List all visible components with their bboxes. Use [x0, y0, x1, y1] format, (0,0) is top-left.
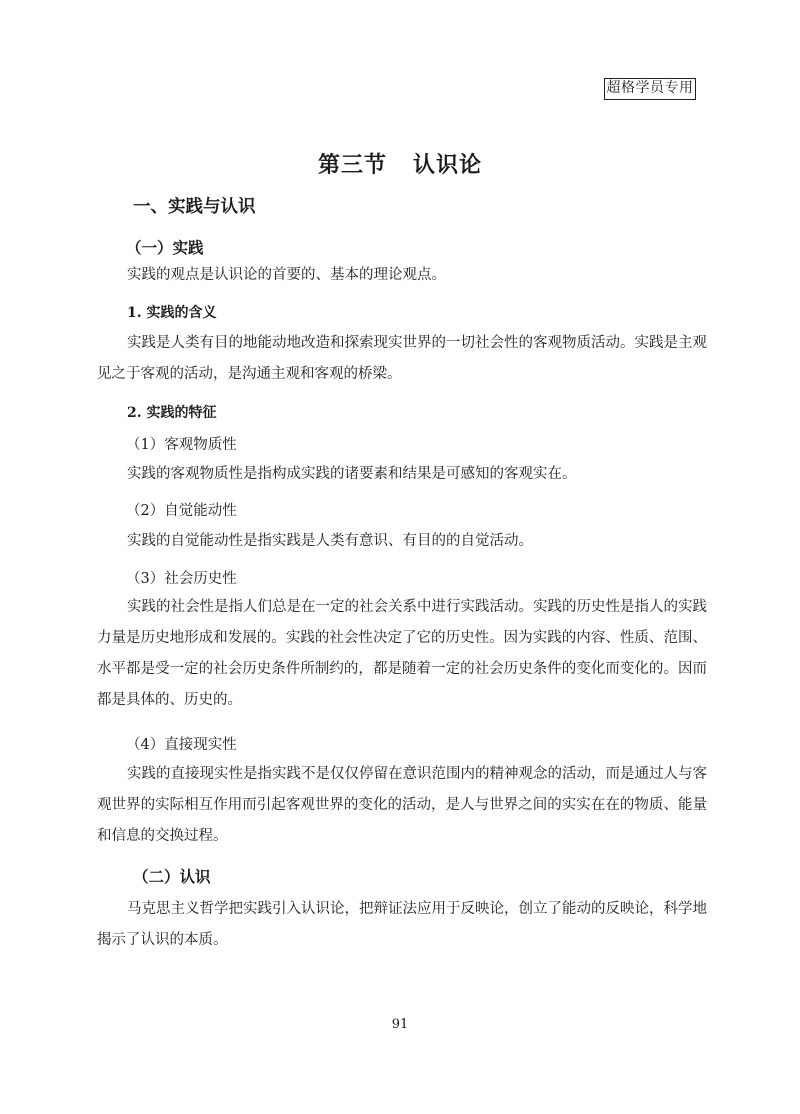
paragraph-feature-objective: 实践的客观物质性是指构成实践的诸要素和结果是可感知的客观实在。 [127, 466, 577, 482]
paragraph-feature-conscious: 实践的自觉能动性是指实践是人类有意识、有目的的自觉活动。 [127, 533, 533, 549]
heading-practice-and-cognition: 一、实践与认识 [133, 197, 256, 217]
title-section-number: 第三节 [317, 152, 387, 178]
heading-practice: （一）实践 [126, 238, 204, 257]
heading-practice-features: 2. 实践的特征 [127, 405, 217, 421]
paragraph-feature-social-historical: 实践的社会性是指人们总是在一定的社会关系中进行实践活动。实践的历史性是指人的实践力量是历史地形成和发展的。实践的社会性决定了它的历史性。因为实践的内容、性质、范围、水平都是受一定的社会历史条件所制约的，都是随着一定的社会历史条件的变化而变化的。因而都是具体的、历史的。 [97, 599, 707, 708]
paragraph-practice-meaning: 实践是人类有目的地能动地改造和探索现实世界的一切社会性的客观物质活动。实践是主观见之于客观的活动，是沟通主观和客观的桥梁。 [97, 335, 707, 382]
feature-label-social-historical: （3）社会历史性 [126, 571, 237, 587]
member-only-badge: 超格学员专用 [604, 78, 696, 100]
heading-practice-meaning: 1. 实践的含义 [127, 305, 217, 321]
paragraph-cognition: 马克思主义哲学把实践引入认识论，把辩证法应用于反映论，创立了能动的反映论，科学地揭示了认识的本质。 [97, 901, 707, 948]
paragraph-feature-direct-reality: 实践的直接现实性是指实践不是仅仅停留在意识范围内的精神观念的活动，而是通过人与客观世界的实际相互作用而引起客观世界的变化的活动，是人与世界之间的实实在在的物质、能量和信息的交换过程。 [97, 766, 707, 844]
page-number: 91 [391, 1017, 409, 1032]
feature-label-objective: （1）客观物质性 [126, 437, 237, 453]
feature-label-direct-reality: （4）直接现实性 [126, 737, 237, 753]
feature-label-conscious: （2）自觉能动性 [126, 503, 237, 519]
title-section-name: 认识论 [413, 152, 483, 178]
paragraph-practice-intro: 实践的观点是认识论的首要的、基本的理论观点。 [127, 267, 446, 283]
page-title [0, 148, 800, 179]
heading-cognition: （二）认识 [133, 867, 211, 886]
